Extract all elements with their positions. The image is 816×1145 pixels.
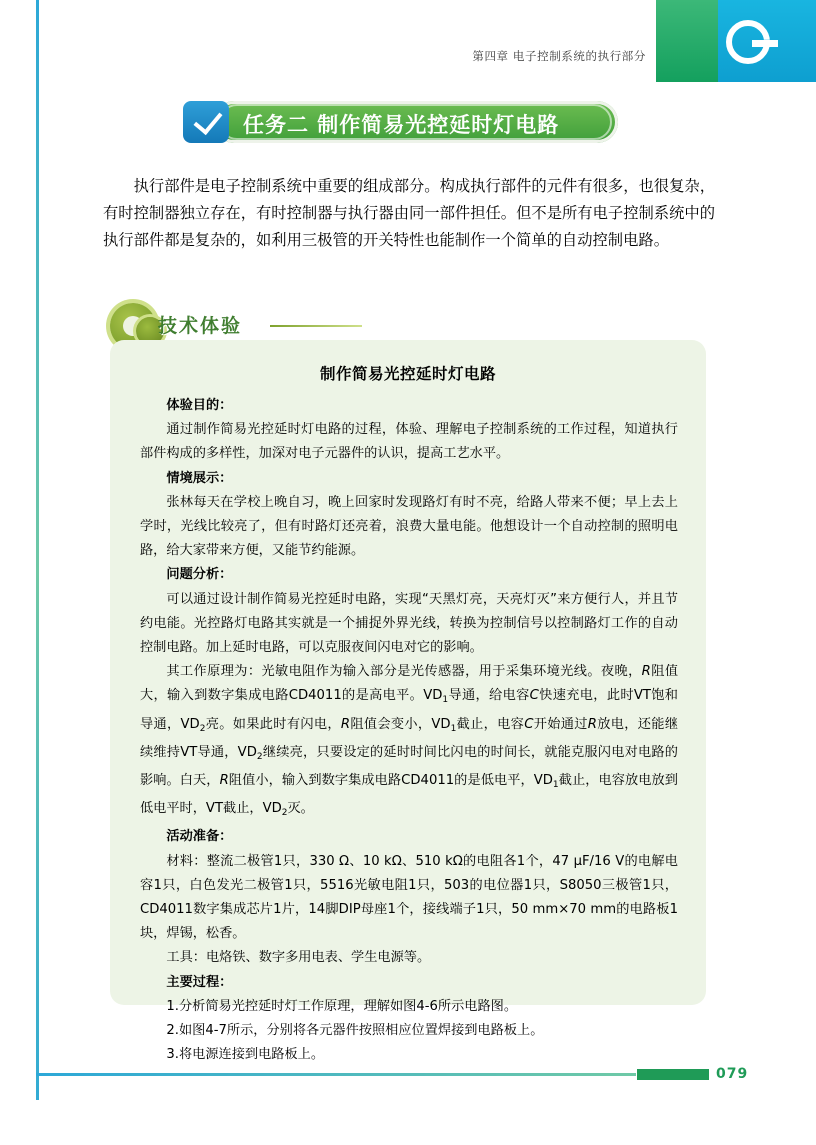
seg-4: 导通，给电容 bbox=[448, 688, 530, 704]
text-materials: 材料：整流二极管1只，330 Ω、10 kΩ、510 kΩ的电阻各1个，47 μF/16 V的电解电容1只，白色发光二极管1只，5516光敏电阻1只，503的电位器1只，S8050三极管1只，CD4011数字集成芯片1片，14脚DIP母座1个，接线端子1只，50 mm×70 mm的电路板1块，焊锡，松香。 bbox=[140, 853, 678, 942]
step-3: 3.将电源连接到电路板上。 bbox=[166, 1047, 325, 1063]
seg-7: 2 bbox=[199, 723, 206, 734]
check-icon-mark bbox=[194, 105, 223, 135]
seg-12: 截止，电容 bbox=[456, 716, 525, 732]
seg-21: 1 bbox=[552, 780, 559, 791]
seg-20: 阻值小，输入到数字集成电路CD4011的是低电平，VD bbox=[228, 773, 553, 789]
page-number: 079 bbox=[716, 1066, 749, 1082]
heading-analysis: 问题分析： bbox=[166, 567, 233, 583]
bottom-margin bbox=[0, 1100, 816, 1145]
seg-1: R bbox=[641, 664, 651, 680]
intro-paragraph: 执行部件是电子控制系统中重要的组成部分。构成执行部件的元件有很多，也很复杂，有时控制器独立存在，有时控制器与执行器由同一部件担任。但不是所有电子控制系统中的执行部件都是复杂的，如利用三极管的开关特性也能制作一个简单的自动控制电路。 bbox=[103, 177, 715, 249]
seg-16: 放电，还能继续维持VT导通，VD bbox=[140, 716, 679, 760]
seg-15: R bbox=[587, 716, 597, 732]
heading-process: 主要过程： bbox=[166, 974, 233, 990]
footer-rule bbox=[36, 1073, 636, 1076]
seg-23: 2 bbox=[281, 808, 288, 819]
heading-scenario: 情境展示： bbox=[166, 470, 233, 486]
check-icon bbox=[183, 101, 229, 143]
text-analysis-1: 可以通过设计制作简易光控延时电路，实现“天黑灯亮，天亮灯灭”来方便行人，并且节约电能。光控路灯电路其实就是一个捕捉外界光线，转换为控制信号以控制路灯工作的自动控制电路。加上延时电路，可以克服夜间闪电对它的影响。 bbox=[140, 591, 678, 656]
box-body bbox=[140, 394, 678, 1067]
page-title: 任务二 制作简易光控延时灯电路 bbox=[243, 113, 560, 137]
circle-g-logo-bar bbox=[752, 40, 778, 47]
seg-2: 阻值大，输入到数字集成电路CD4011的是高电平。VD bbox=[140, 664, 679, 704]
section-tab-label: 技术体验 bbox=[158, 315, 243, 337]
seg-14: 开始通过 bbox=[533, 716, 588, 732]
corner-green-block bbox=[656, 0, 718, 82]
seg-13: C bbox=[524, 716, 534, 732]
seg-18: 继续亮，只要设定的延时时间比闪电的时间长，就能克服闪电对电路的影响。白天， bbox=[140, 744, 678, 789]
experience-box bbox=[110, 340, 706, 1063]
heading-purpose: 体验目的： bbox=[166, 398, 233, 413]
seg-8: 亮。如果此时有闪电， bbox=[205, 716, 341, 732]
seg-22: 截止，电容放电放到低电平时，VT截止，VD bbox=[140, 773, 678, 817]
seg-3: 1 bbox=[442, 695, 449, 706]
box-title: 制作简易光控延时灯电路 bbox=[319, 365, 496, 383]
section-tab-rule bbox=[270, 325, 362, 327]
seg-0: 其工作原理为：光敏电阻作为输入部分是光传感器，用于采集环境光线。夜晚， bbox=[166, 664, 642, 680]
text-purpose: 通过制作简易光控延时灯电路的过程，体验、理解电子控制系统的工作过程，知道执行部件构成的多样性，加深对电子元器件的认识，提高工艺水平。 bbox=[140, 422, 678, 462]
seg-17: 2 bbox=[256, 751, 263, 762]
seg-9: R bbox=[340, 716, 351, 732]
task-title-banner bbox=[183, 101, 618, 143]
text-tools: 工具：电烙铁、数字多用电表、学生电源等。 bbox=[166, 950, 431, 966]
seg-11: 1 bbox=[450, 723, 457, 734]
text-analysis-2 bbox=[140, 660, 678, 825]
step-1: 1.分析简易光控延时灯工作原理，理解如图4-6所示电路图。 bbox=[166, 998, 518, 1014]
seg-5: C bbox=[529, 688, 539, 704]
seg-19: R bbox=[219, 773, 229, 789]
corner-decoration bbox=[656, 0, 816, 82]
heading-preparation: 活动准备： bbox=[166, 829, 233, 845]
left-decorative-rule bbox=[36, 0, 39, 1145]
seg-6: 快速充电，此时VT饱和导通，VD bbox=[140, 688, 678, 732]
step-2: 2.如图4-7所示，分别将各元器件按照相应位置焊接到电路板上。 bbox=[166, 1023, 544, 1039]
text-scenario: 张林每天在学校上晚自习，晚上回家时发现路灯有时不亮，给路人带来不便；早上去上学时，光线比较亮了，但有时路灯还亮着，浪费大量电能。他想设计一个自动控制的照明电路，给大家带来方便，又能节约能源。 bbox=[140, 494, 678, 559]
footer-green-block bbox=[637, 1069, 709, 1080]
seg-24: 灭。 bbox=[287, 801, 314, 817]
running-header: 第四章 电子控制系统的执行部分 bbox=[472, 49, 646, 63]
seg-10: 阻值会变小，VD bbox=[350, 716, 451, 732]
